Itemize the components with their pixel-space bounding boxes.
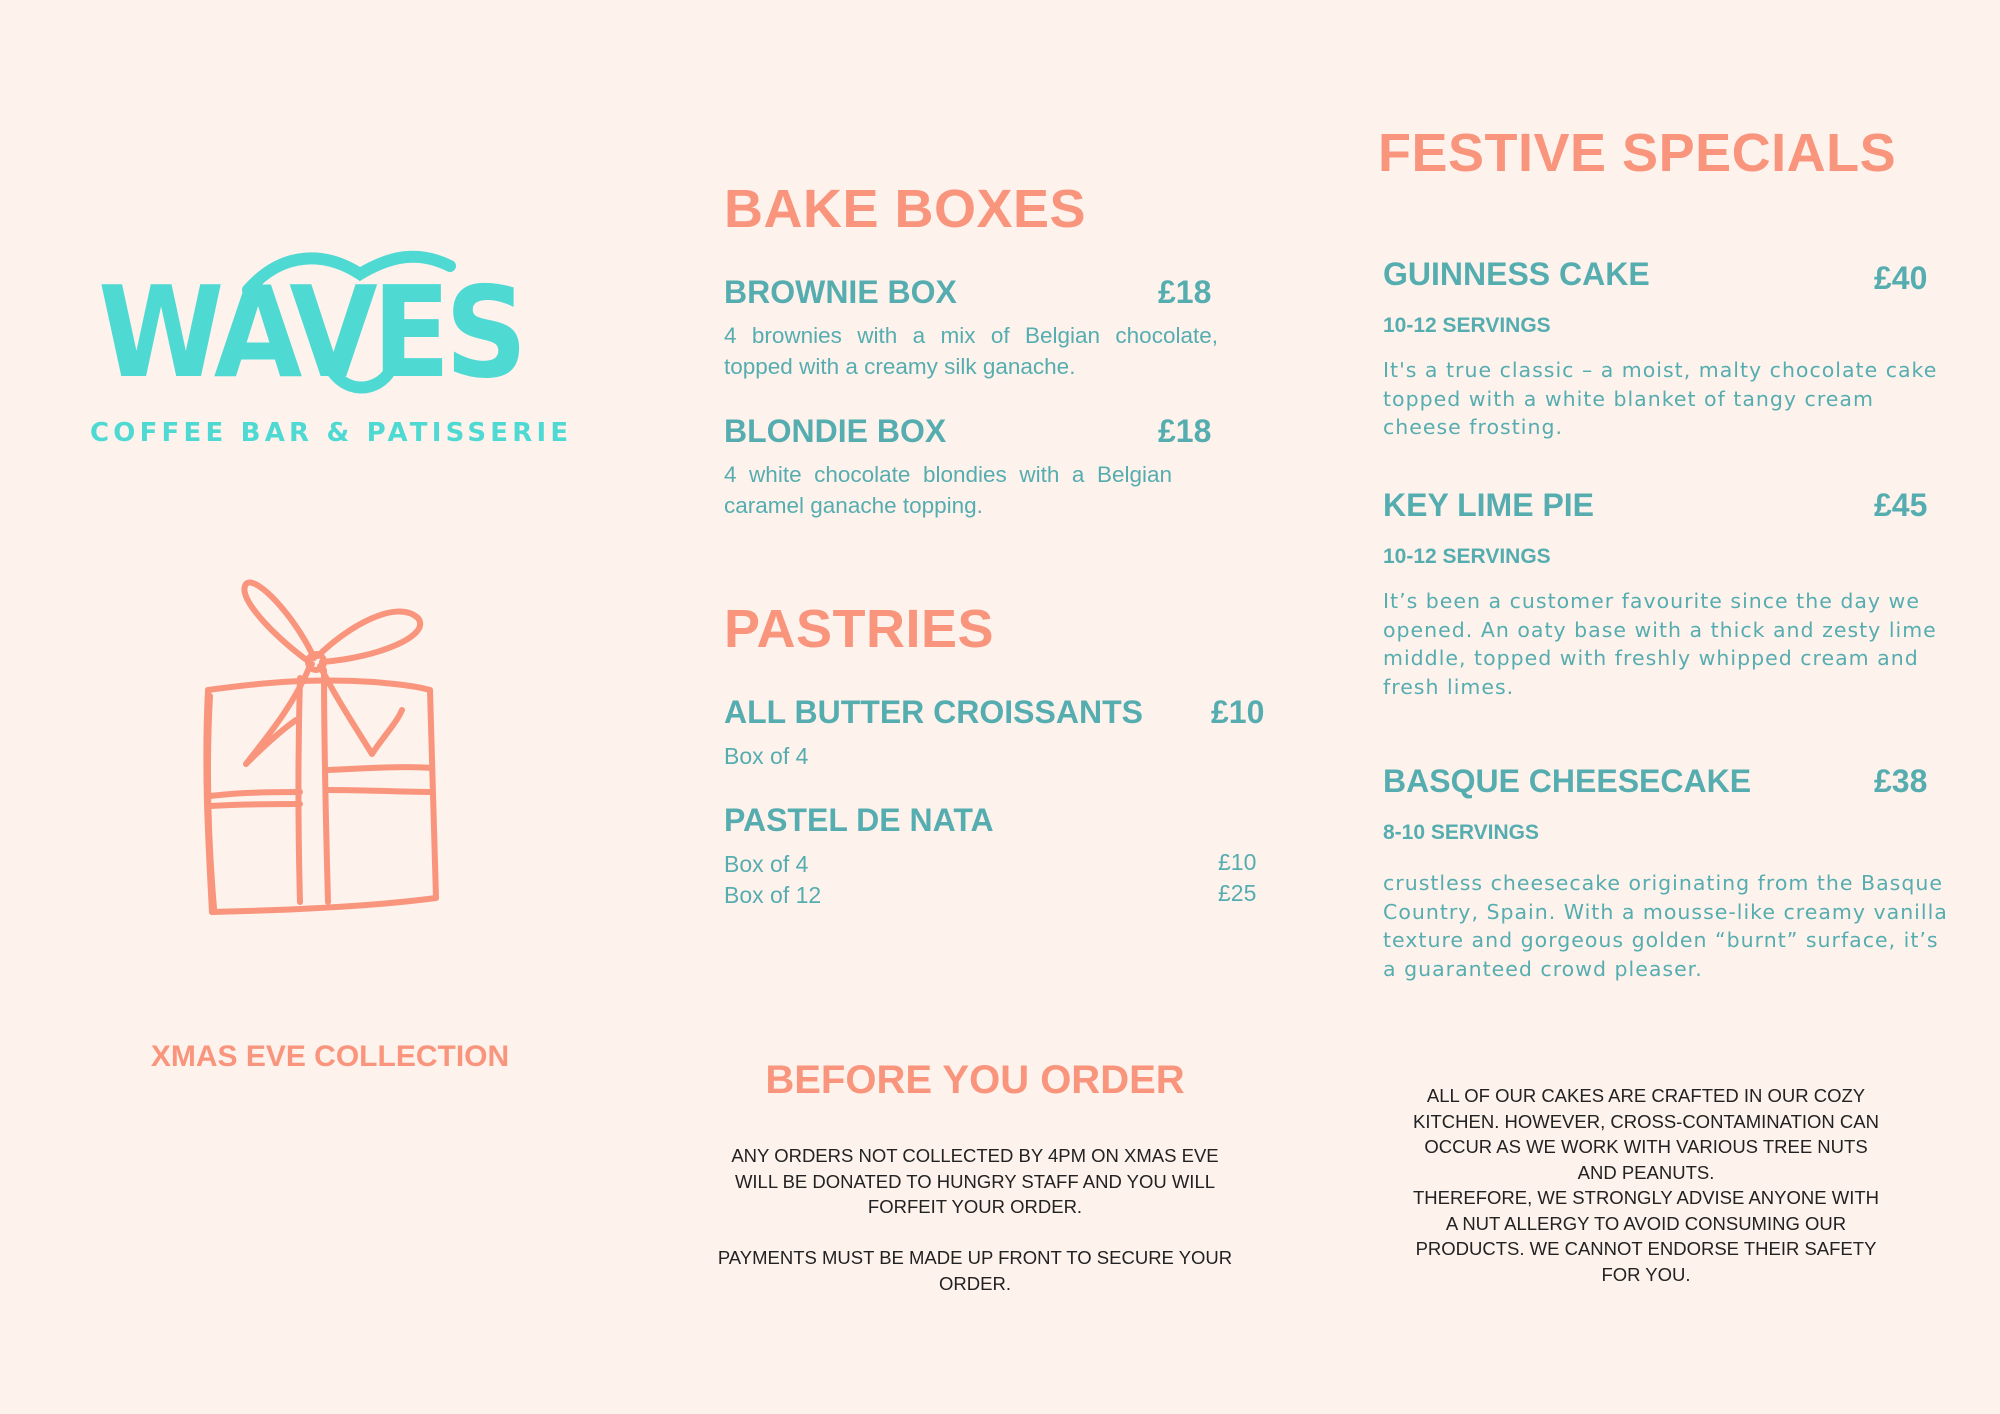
servings-key-lime-pie: 10-12 SERVINGS bbox=[1383, 545, 1551, 568]
item-name-pastel-de-nata: PASTEL DE NATA bbox=[724, 802, 994, 838]
allergy-notice-text bbox=[1408, 1083, 1884, 1287]
item-price-basque-cheesecake: £38 bbox=[1874, 763, 1928, 799]
before-you-order-title: BEFORE YOU ORDER bbox=[765, 1058, 1185, 1102]
allergy-notice-advice: THEREFORE, WE STRONGLY ADVISE ANYONE WITH A NUT ALLERGY TO AVOID CONSUMING OUR PRODUCTS. WE CANNOT ENDORSE THEIR SAFETY FOR YOU. bbox=[1413, 1187, 1879, 1285]
servings-basque-cheesecake: 8-10 SERVINGS bbox=[1383, 821, 1540, 844]
brand-tagline: COFFEE BAR & PATISSERIE bbox=[90, 418, 573, 448]
item-price-all-butter-croissants: £10 bbox=[1211, 694, 1265, 730]
before-you-order-text bbox=[712, 1143, 1238, 1296]
waves-logo-text: WAVES bbox=[98, 259, 522, 398]
item-name-blondie-box: BLONDIE BOX bbox=[724, 413, 947, 449]
order-collection-notice: ANY ORDERS NOT COLLECTED BY 4PM ON XMAS EVE WILL BE DONATED TO HUNGRY STAFF AND YOU WILL FORFEIT YOUR ORDER. bbox=[731, 1145, 1219, 1217]
item-name-key-lime-pie: KEY LIME PIE bbox=[1383, 487, 1595, 523]
item-description-basque-cheesecake: crustless cheesecake originating from the Basque Country, Spain. With a mousse-like creamy vanilla texture and gorgeous golden “burnt” surface, it’s a guaranteed crowd pleaser. bbox=[1383, 871, 1948, 981]
item-price-key-lime-pie: £45 bbox=[1874, 487, 1928, 523]
item-description-brownie-box: 4 brownies with a mix of Belgian chocolate, topped with a creamy silk ganache. bbox=[724, 323, 1218, 379]
item-description-key-lime-pie: It’s been a customer favourite since the day we opened. An oaty base with a thick and zesty lime middle, topped with freshly whipped cream and fresh limes. bbox=[1383, 589, 1937, 699]
item-price-blondie-box: £18 bbox=[1158, 413, 1212, 449]
collection-title: XMAS EVE COLLECTION bbox=[150, 1040, 510, 1073]
item-price-brownie-box: £18 bbox=[1158, 274, 1212, 310]
waves-logo bbox=[98, 248, 538, 398]
item-name-basque-cheesecake: BASQUE CHEESECAKE bbox=[1383, 763, 1752, 799]
item-detail-croissants: Box of 4 bbox=[724, 743, 809, 769]
option-price-box-of-4: £10 bbox=[1218, 849, 1257, 875]
section-title-pastries: PASTRIES bbox=[724, 599, 995, 659]
servings-guinness-cake: 10-12 SERVINGS bbox=[1383, 314, 1551, 337]
option-label-box-of-4: Box of 4 bbox=[724, 851, 809, 877]
item-description-blondie-box: 4 white chocolate blondies with a Belgian caramel ganache topping. bbox=[724, 462, 1172, 518]
item-price-guinness-cake: £40 bbox=[1874, 260, 1928, 296]
option-label-box-of-12: Box of 12 bbox=[724, 882, 822, 908]
payment-notice: PAYMENTS MUST BE MADE UP FRONT TO SECURE YOUR ORDER. bbox=[717, 1247, 1233, 1294]
section-title-festive-specials: FESTIVE SPECIALS bbox=[1378, 123, 1897, 183]
item-name-guinness-cake: GUINNESS CAKE bbox=[1383, 256, 1650, 292]
allergy-notice-kitchen: ALL OF OUR CAKES ARE CRAFTED IN OUR COZY KITCHEN. HOWEVER, CROSS-CONTAMINATION CAN OCCUR AS WE WORK WITH VARIOUS TREE NUTS AND PEANUTS. bbox=[1413, 1085, 1879, 1183]
option-price-box-of-12: £25 bbox=[1218, 880, 1257, 906]
section-title-bake-boxes: BAKE BOXES bbox=[724, 179, 1087, 239]
item-description-guinness-cake: It's a true classic – a moist, malty chocolate cake topped with a white blanket of tangy cream cheese frosting. bbox=[1383, 358, 1938, 439]
gift-box-icon bbox=[196, 578, 456, 928]
item-name-all-butter-croissants: ALL BUTTER CROISSANTS bbox=[724, 694, 1143, 730]
item-name-brownie-box: BROWNIE BOX bbox=[724, 274, 957, 310]
